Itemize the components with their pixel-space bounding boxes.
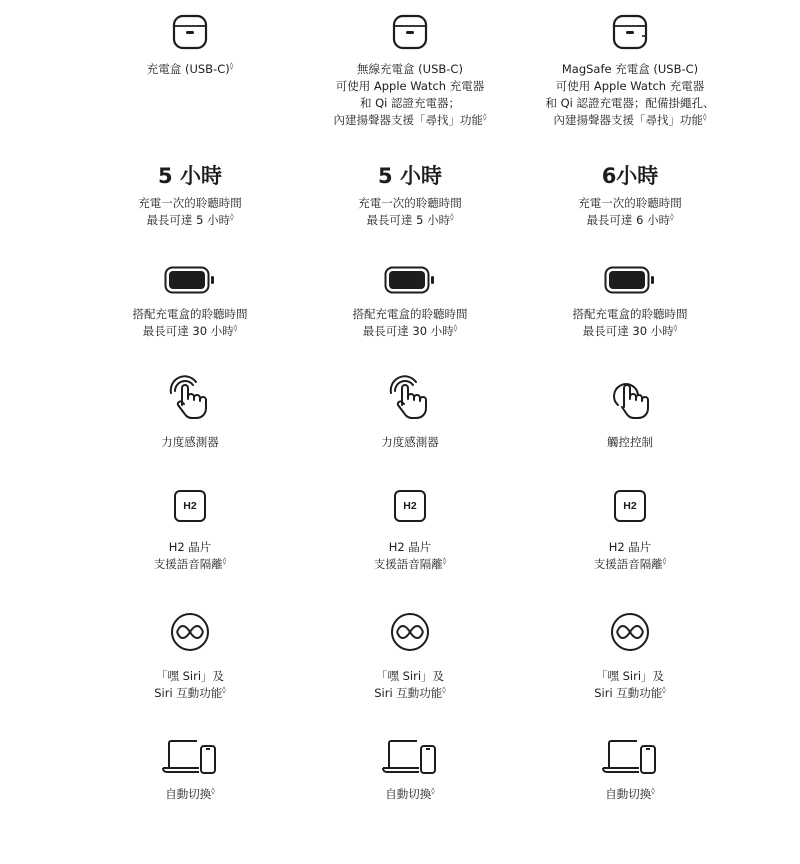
siri-description: 「嘿 Siri」及 Siri 互動功能◊ [594, 669, 666, 700]
listening-hours-description: 充電一次的聆聽時間 最長可達 5 小時◊ [358, 196, 462, 227]
case-description: 充電盒 (USB-C)◊ [146, 62, 234, 76]
auto-switch-label: 自動切換◊ [165, 787, 215, 801]
siri-description: 「嘿 Siri」及 Siri 互動功能◊ [374, 669, 446, 700]
listening-hours-headline: 5 小時 [158, 164, 222, 188]
chip-description: H2 晶片 支援語音隔離◊ [593, 540, 667, 571]
control-label: 觸控控制 [607, 435, 653, 449]
laptop-phone-icon [495, 739, 765, 775]
auto-switch-label: 自動切換◊ [385, 787, 435, 801]
control-label: 力度感測器 [161, 435, 219, 449]
siri-icon [495, 612, 765, 652]
listening-hours-description: 充電一次的聆聽時間 最長可達 5 小時◊ [138, 196, 242, 227]
product-column-3 [495, 0, 765, 864]
listening-hours-headline: 6小時 [601, 164, 659, 188]
chip-description: H2 晶片 支援語音隔離◊ [153, 540, 227, 571]
listening-hours-description: 充電一次的聆聽時間 最長可達 6 小時◊ [578, 196, 682, 227]
case-listening-description: 搭配充電盒的聆聽時間 最長可達 30 小時◊ [352, 307, 468, 338]
case-listening-description: 搭配充電盒的聆聽時間 最長可達 30 小時◊ [132, 307, 248, 338]
case-description: 無線充電盒 (USB-C) 可使用 Apple Watch 充電器 和 Qi 認證充電器； 內建揚聲器支援「尋找」功能◊ [333, 62, 487, 127]
hand-touch-icon [495, 375, 765, 421]
siri-description: 「嘿 Siri」及 Siri 互動功能◊ [154, 669, 226, 700]
auto-switch-label: 自動切換◊ [605, 787, 655, 801]
h2-chip-icon: H2 [275, 490, 545, 522]
battery-icon [495, 266, 765, 294]
control-label: 力度感測器 [381, 435, 439, 449]
chip-description: H2 晶片 支援語音隔離◊ [373, 540, 447, 571]
magsafe-case-icon [495, 14, 765, 50]
h2-chip-icon: H2 [55, 490, 325, 522]
case-listening-description: 搭配充電盒的聆聽時間 最長可達 30 小時◊ [572, 307, 688, 338]
listening-hours-headline: 5 小時 [378, 164, 442, 188]
case-description: MagSafe 充電盒 (USB-C) 可使用 Apple Watch 充電器 和 Qi 認證充電器；配備掛繩孔、 內建揚聲器支援「尋找」功能◊ [545, 62, 715, 127]
h2-chip-icon: H2 [495, 490, 765, 522]
